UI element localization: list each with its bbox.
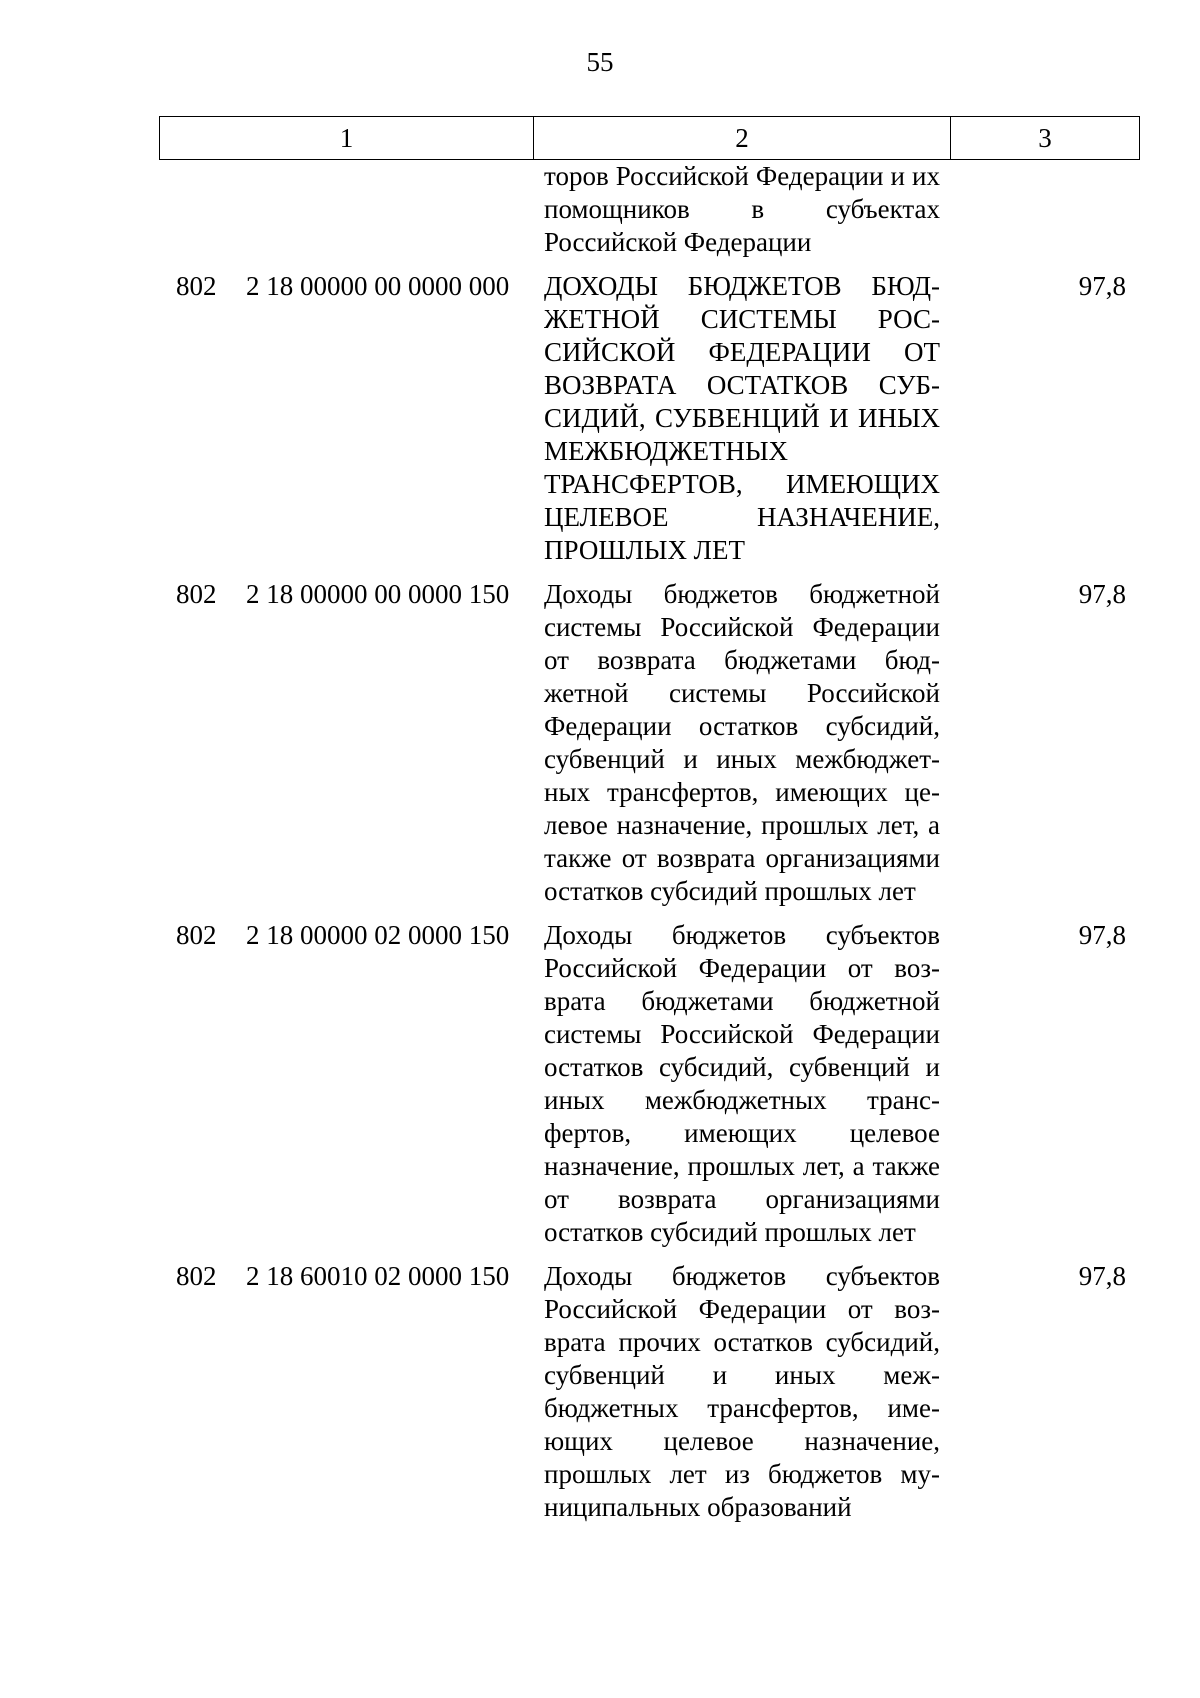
admin-code: 802 (176, 920, 217, 950)
amount-value: 97,8 (1078, 1261, 1126, 1291)
table-body (0, 160, 1200, 1524)
amount-value: 97,8 (1078, 271, 1126, 301)
income-code: 2 18 00000 00 0000 000 (246, 271, 510, 301)
header-col-3: 3 (1038, 122, 1052, 153)
amount-value: 97,8 (1078, 579, 1126, 609)
table-row-continuation (0, 160, 1200, 259)
header-col-1: 1 (160, 117, 534, 159)
table-row (0, 270, 1200, 567)
income-name: Доходы бюджетов субъектов Российской Федерации от возврата бюджетами бюджетной системы Российской Федерации остатков субсидий, субвенций и иных межбюджетных трансфертов, имеющих целевое назначение, прошлых лет, а также от возврата организациями остатков субсидий прошлых лет (544, 920, 940, 1247)
table-row (0, 578, 1200, 908)
admin-code: 802 (176, 1261, 217, 1291)
table-row (0, 1260, 1200, 1524)
income-name: Доходы бюджетов бюджетной системы Российской Федерации от возврата бюджетами бюджетной системы Российской Федерации остатков субсидий, субвенций и иных межбюджетных трансфертов, имеющих целевое назначение, прошлых лет, а также от возврата организациями остатков субсидий прошлых лет (544, 579, 940, 906)
admin-code: 802 (176, 271, 217, 301)
table-header-row (159, 116, 1140, 160)
admin-code: 802 (176, 579, 217, 609)
income-name: Доходы бюджетов субъектов Российской Федерации от возврата прочих остатков субсидий, субвенций и иных межбюджетных трансфертов, имеющих целевое назначение, прошлых лет из бюджетов муниципальных образований (544, 1261, 940, 1522)
income-code: 2 18 00000 02 0000 150 (246, 920, 510, 950)
amount-value: 97,8 (1078, 920, 1126, 950)
income-code: 2 18 00000 00 0000 150 (246, 579, 510, 609)
table-row (0, 919, 1200, 1249)
continuation-text: торов Российской Федерации и их помощников в субъектах Российской Федерации (544, 161, 940, 257)
header-col-2: 2 (534, 117, 951, 159)
income-code: 2 18 60010 02 0000 150 (246, 1261, 510, 1291)
page-number: 55 (586, 47, 614, 77)
income-name: ДОХОДЫ БЮДЖЕТОВ БЮДЖЕТНОЙ СИСТЕМЫ РОССИЙСКОЙ ФЕДЕРАЦИИ ОТ ВОЗВРАТА ОСТАТКОВ СУБСИДИЙ, СУБВЕНЦИЙ И ИНЫХ МЕЖБЮДЖЕТНЫХ ТРАНСФЕРТОВ, ИМЕЮЩИХ ЦЕЛЕВОЕ НАЗНАЧЕНИЕ, ПРОШЛЫХ ЛЕТ (544, 271, 940, 565)
